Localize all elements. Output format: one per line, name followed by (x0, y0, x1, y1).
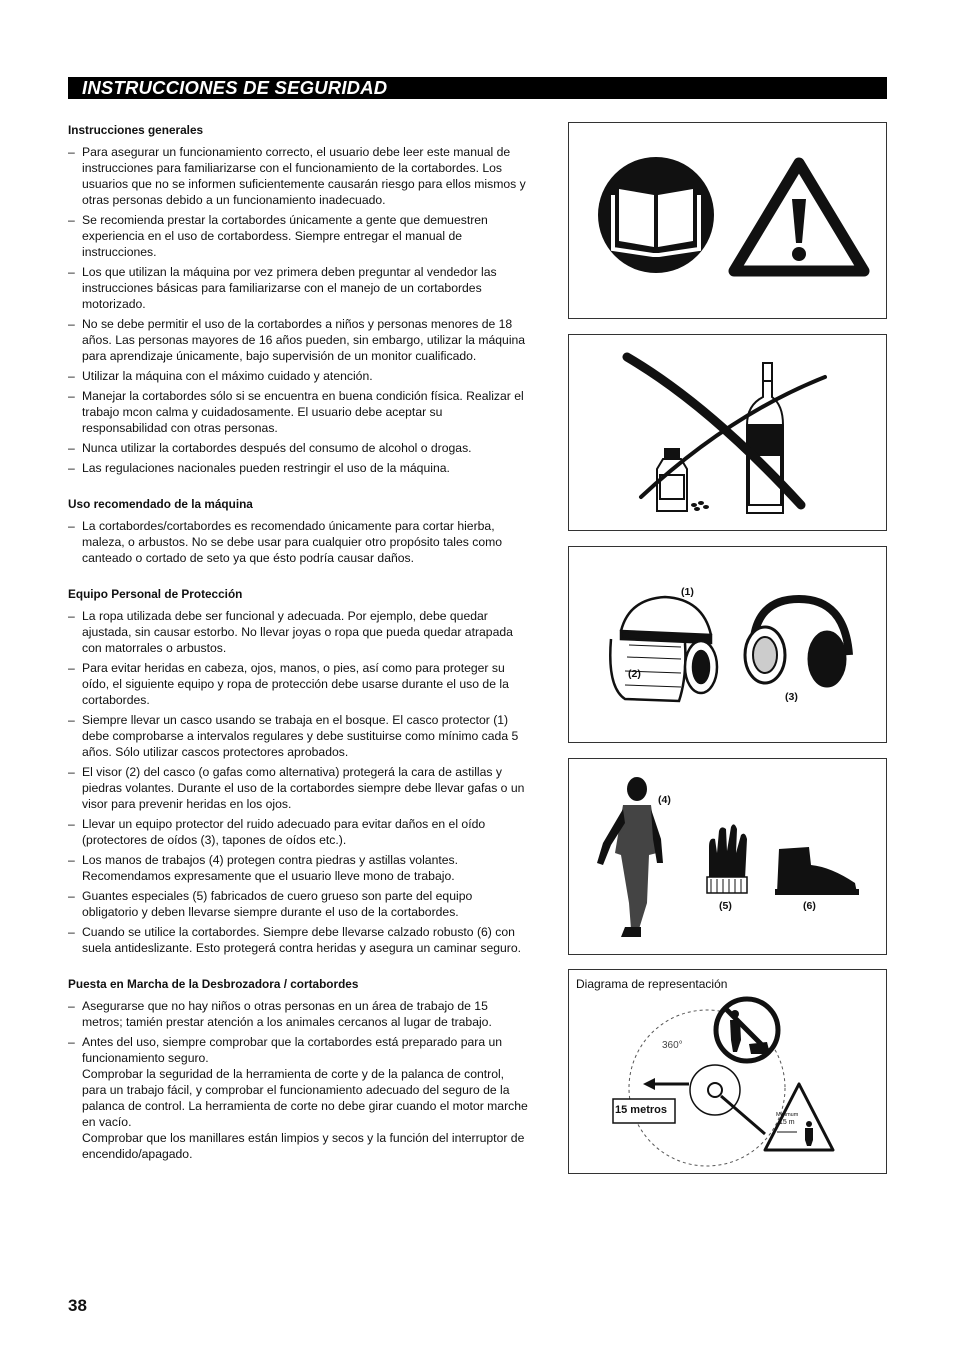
instruction-item: – Antes del uso, siempre comprobar que la cortabordes está preparado para un funcionamiento seguro. Comprobar la seguridad de la herramienta de corte y de la palanca de control, para un trabajo fácil, y comprobar el funcionamiento adecuado del seguro de la palanca de control. La herramienta de corte no debe girar cuando el motor marche en vacío. Comprobar que los manillares están limpios y secos y la función del interruptor de encendido/apagado. (68, 1034, 530, 1162)
helmet-icon (610, 597, 717, 701)
label-helmet: (1) (681, 586, 694, 598)
angle-label: 360° (662, 1040, 683, 1051)
instruction-section (68, 496, 530, 566)
instruction-list (68, 998, 530, 1162)
page-title: INSTRUCCIONES DE SEGURIDAD (82, 77, 388, 98)
instruction-item: – Asegurarse que no hay niños o otras personas en un área de trabajo de 15 metros; tamién prestar atención a los animales cercanos al lugar de trabajo. (68, 998, 530, 1030)
worker-icon (597, 777, 663, 937)
instruction-section (68, 586, 530, 956)
instruction-item: – No se debe permitir el uso de la cortabordes a niños y personas menores de 18 años. Las personas mayores de 16 años pueden, sin embargo, utilizar la máquina para aprendizaje únicamente, bajo supervisión de un monitor cualificado. (68, 316, 530, 364)
instruction-item: – Nunca utilizar la cortabordes después del consumo de alcohol o drogas. (68, 440, 530, 456)
boot-icon (775, 847, 859, 895)
instruction-list (68, 608, 530, 956)
page-number: 38 (68, 1296, 87, 1315)
label-visor: (2) (628, 668, 641, 680)
no-people-animals-icon (716, 999, 778, 1061)
bottle-icon (747, 363, 783, 513)
pills-icon (691, 501, 709, 511)
read-manual-icon (598, 157, 714, 273)
instruction-item: – Se recomienda prestar la cortabordes únicamente a gente que demuestren experiencia en el uso de cortabordess. Siempre entregar el manual de instrucciones. (68, 212, 530, 260)
section-heading: Puesta en Marcha de la Desbrozadora / cortabordes (68, 977, 359, 991)
section-heading: Uso recomendado de la máquina (68, 497, 253, 511)
figure-helmet-earmuffs (568, 546, 887, 743)
instruction-item: – Para asegurar un funcionamiento correcto, el usuario debe leer este manual de instrucciones para familiarizarse con el funcionamiento de la cortabordes. Los usuarios que no se informen suficientemente causarán riesgo para ellos mismos y otras personas debido a un funcionamiento inadecuado. (68, 144, 530, 208)
instruction-list (68, 144, 530, 476)
label-boots: (6) (803, 900, 816, 912)
instruction-item: – Los que utilizan la máquina por vez primera deben preguntar al vendedor las instrucciones básicas para familiarizarse con el manejo de un cortabordes motorizado. (68, 264, 530, 312)
instruction-item: – Los manos de trabajos (4) protegen contra piedras y astillas volantes. Recomendamos expresamente que el usuario lleve mono de trabajo. (68, 852, 530, 884)
sign-minimum-label: Minimum (776, 1112, 799, 1118)
instruction-list (68, 518, 530, 566)
instruction-item: – La cortabordes/cortabordes es recomendado únicamente para cortar hierba, maleza, o arbustos. No se debe usar para cualquier otro propósito tales como canteado o cortado de seto ya que ésto podría causar daños. (68, 518, 530, 566)
trimmer-operator-icon (690, 1065, 765, 1134)
label-gloves: (5) (719, 900, 732, 912)
instruction-item: – La ropa utilizada debe ser funcional y adecuada. Por ejemplo, debe quedar ajustada, sin causar estorbo. No llevar joyas o ropa que pueda quedar atrapada con matorrales o arbustos. (68, 608, 530, 656)
section-banner (68, 77, 887, 99)
figure-read-manual-warning (568, 122, 887, 319)
instruction-item: – Cuando se utilice la cortabordes. Siempre debe llevarse calzado robusto (6) con suela antideslizante. Esto protegerá contra heridas y asegura un caminar seguro. (68, 924, 530, 956)
instruction-item: – Llevar un equipo protector del ruido adecuado para evitar daños en el oído (protectores de oídos (3), tapones de oídos etc.). (68, 816, 530, 848)
warning-triangle-icon (734, 163, 864, 271)
instruction-item: – Utilizar la máquina con el máximo cuidado y atención. (68, 368, 530, 384)
instruction-item: – Guantes especiales (5) fabricados de cuero grueso son parte del equipo obligatorio y deben llevarse siempre durante el uso de la cortabordes. (68, 888, 530, 920)
section-heading: Equipo Personal de Protección (68, 587, 243, 601)
diagram-caption: Diagrama de representación (576, 977, 728, 991)
section-heading: Instrucciones generales (68, 123, 204, 137)
instruction-section (68, 122, 530, 476)
instruction-item: – Siempre llevar un casco usando se trabaja en el bosque. El casco protector (1) debe comprobarse a intervalos regulares y debe sustituirse como mínimo cada 5 años. Sólo utilizar cascos protectores aprobados. (68, 712, 530, 760)
cross-icon (627, 357, 825, 505)
earmuffs-icon (745, 599, 849, 687)
figure-safety-distance-diagram (568, 969, 887, 1174)
instruction-item: – Manejar la cortabordes sólo si se encuentra en buena condición física. Realizar el trabajo mcon calma y cuidadosamente. El usuario debe aceptar su responsabilidad con otras personas. (68, 388, 530, 436)
figure-no-alcohol (568, 334, 887, 531)
distance-label: 15 metros (615, 1104, 667, 1116)
arrow-left-icon (643, 1078, 689, 1090)
label-suit: (4) (658, 794, 671, 806)
instruction-item: – Las regulaciones nacionales pueden restringir el uso de la máquina. (68, 460, 530, 476)
instructions-text (68, 122, 530, 1182)
sign-distance-label: 15 m (779, 1119, 795, 1126)
instruction-section (68, 976, 530, 1162)
glove-icon (707, 824, 747, 893)
instruction-item: – El visor (2) del casco (o gafas como alternativa) protegerá la cara de astillas y piedras volantes. Durante el uso de la cortabordes siempre debe llevar gafas o un visor para prevenir heridas en los ojos. (68, 764, 530, 812)
instruction-item: – Para evitar heridas en cabeza, ojos, manos, o pies, así como para proteger su oído, el siguiente equipo y ropa de protección debe usarse durante el uso de la cortabordes. (68, 660, 530, 708)
label-ear: (3) (785, 691, 798, 703)
figure-suit-gloves-boots (568, 758, 887, 955)
